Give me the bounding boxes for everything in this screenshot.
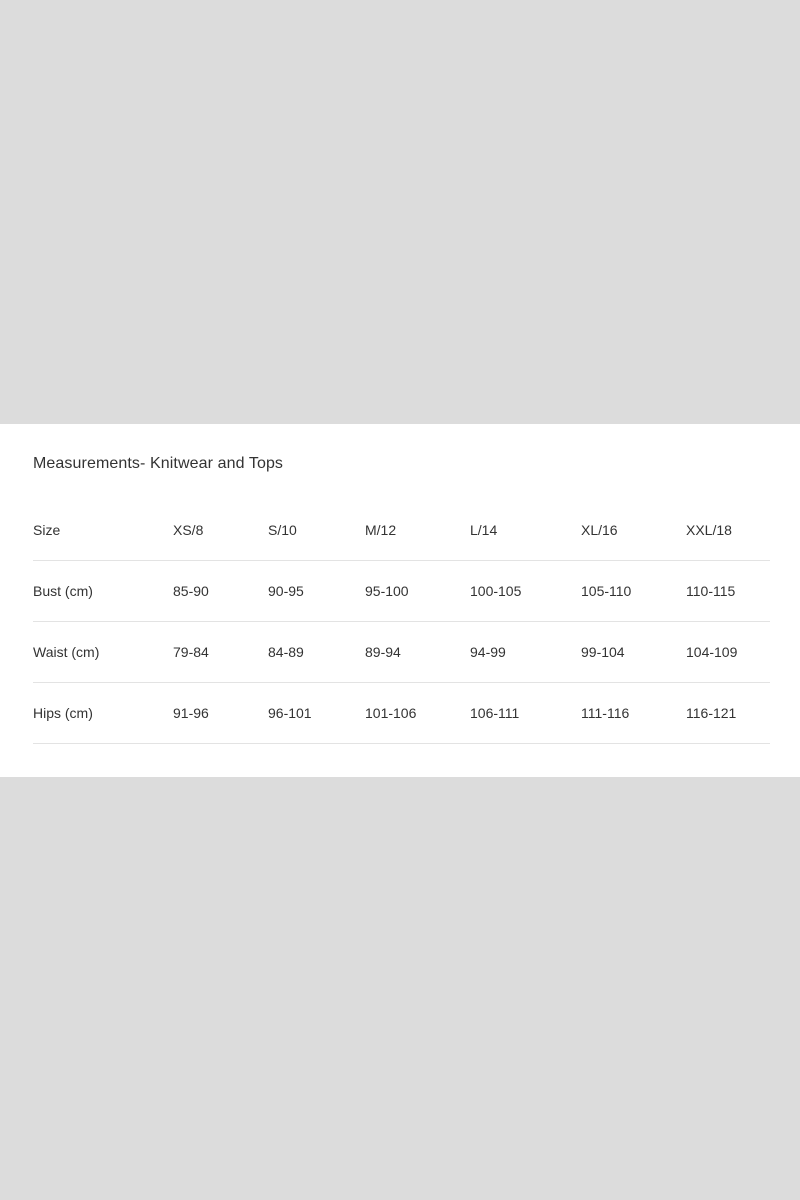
table-cell: 106-111 (470, 683, 581, 744)
table-row-waist (33, 622, 770, 683)
table-row-hips (33, 683, 770, 744)
header-xxl-18: XXL/18 (686, 522, 732, 538)
table-cell: 85-90 (173, 561, 268, 622)
table-cell: 96-101 (268, 683, 365, 744)
size-chart-table (33, 500, 770, 744)
table-cell: 101-106 (365, 683, 470, 744)
table-cell: 79-84 (173, 622, 268, 683)
table-cell: 89-94 (365, 622, 470, 683)
header-m-12: M/12 (365, 522, 397, 538)
table-cell: 99-104 (581, 622, 686, 683)
table-cell: 100-105 (470, 561, 581, 622)
header-size: Size (33, 522, 61, 538)
table-cell: 111-116 (581, 683, 686, 744)
row-label-waist: Waist (cm) (33, 622, 173, 683)
table-cell: 91-96 (173, 683, 268, 744)
header-xl-16: XL/16 (581, 522, 618, 538)
table-cell: 104-109 (686, 622, 770, 683)
header-l-14: L/14 (470, 522, 498, 538)
header-s-10: S/10 (268, 522, 297, 538)
table-cell: 84-89 (268, 622, 365, 683)
table-cell: 94-99 (470, 622, 581, 683)
table-cell: 110-115 (686, 561, 770, 622)
page-title: Measurements- Knitwear and Tops (33, 455, 284, 472)
header-xs-8: XS/8 (173, 522, 204, 538)
row-label-bust: Bust (cm) (33, 561, 173, 622)
table-cell: 105-110 (581, 561, 686, 622)
row-label-hips: Hips (cm) (33, 683, 173, 744)
table-header-row (33, 500, 770, 561)
table-cell: 90-95 (268, 561, 365, 622)
table-cell: 116-121 (686, 683, 770, 744)
table-cell: 95-100 (365, 561, 470, 622)
table-row-bust (33, 561, 770, 622)
